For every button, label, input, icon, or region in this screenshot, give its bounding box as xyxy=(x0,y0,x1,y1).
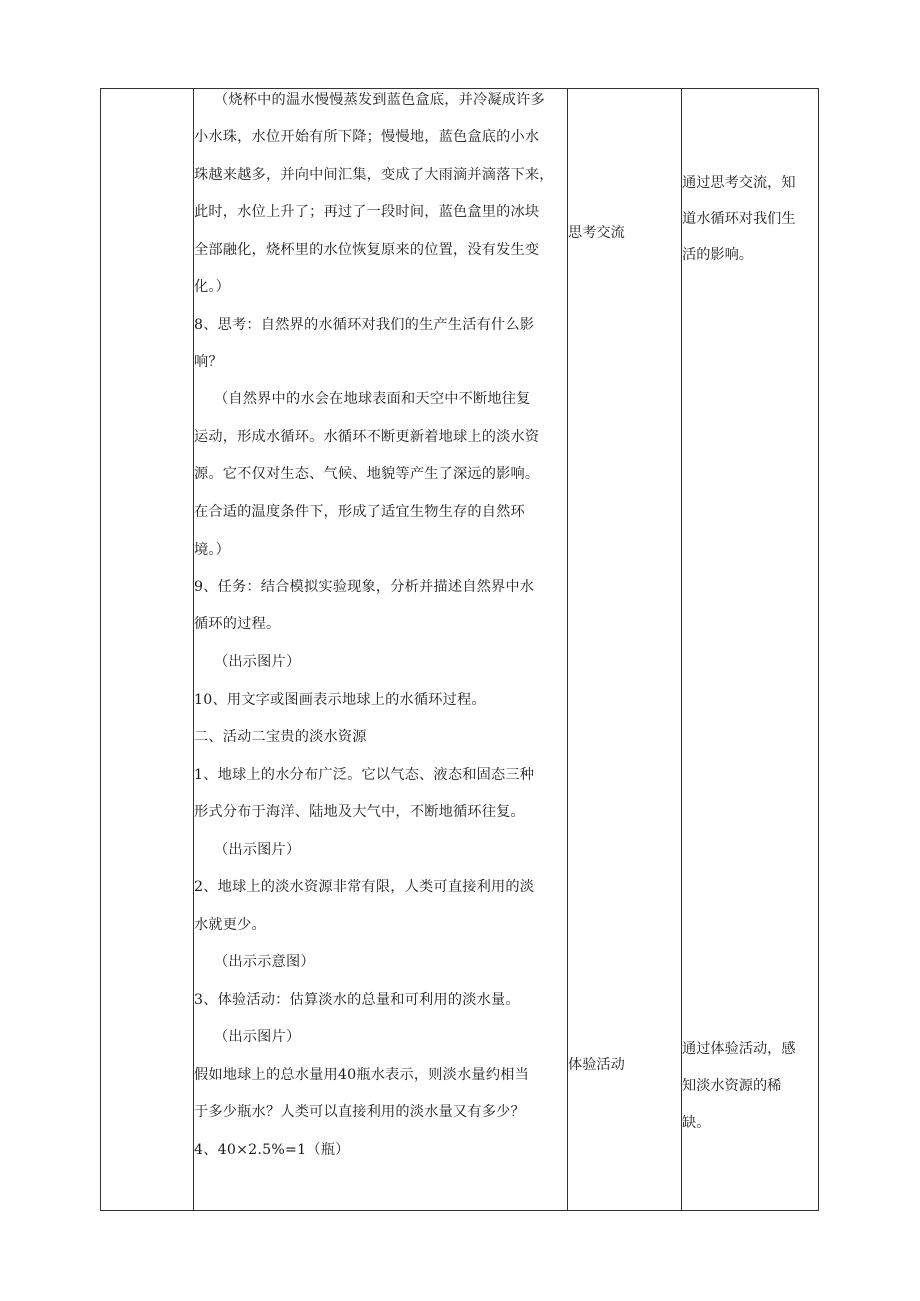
content-line: 10、用文字或图画表示地球上的水循环过程。 xyxy=(194,692,486,708)
content-line: 循环的过程。 xyxy=(194,616,281,632)
content-line: 全部融化，烧杯里的水位恢复原来的位置，没有发生变 xyxy=(194,242,540,258)
content-line: 形式分布于海洋、陆地及大气中，不断地循环往复。 xyxy=(194,804,525,820)
content-line: （出示图片） xyxy=(214,1029,301,1045)
content-line: 二、活动二宝贵的淡水资源 xyxy=(194,729,367,745)
intent-line: 知淡水资源的稀 xyxy=(682,1078,782,1094)
content-line: （出示图片） xyxy=(214,654,301,670)
content-line: （烧杯中的温水慢慢蒸发到蓝色盒底，并冷凝成许多 xyxy=(214,92,545,108)
activity-cell-2: 体验活动 xyxy=(568,1057,625,1073)
content-line: 化。） xyxy=(194,279,231,295)
content-line: 水就更少。 xyxy=(194,917,266,933)
content-line: 珠越来越多，并向中间汇集，变成了大雨滴并滴落下来， xyxy=(194,167,554,183)
content-line: 假如地球上的总水量用40瓶水表示，则淡水量约相当 xyxy=(194,1067,529,1083)
intent-line: 通过思考交流，知 xyxy=(682,175,796,191)
activity-cell-1: 思考交流 xyxy=(568,225,625,241)
content-line: 2、地球上的淡水资源非常有限，人类可直接利用的淡 xyxy=(194,879,535,895)
intent-line: 道水循环对我们生 xyxy=(682,211,796,227)
content-line: （出示示意图） xyxy=(214,954,315,970)
content-line: （出示图片） xyxy=(214,842,301,858)
intent-line: 活的影响。 xyxy=(682,247,753,263)
content-line: 在合适的温度条件下，形成了适宜生物生存的自然环 xyxy=(194,504,525,520)
content-line: 1、地球上的水分布广泛。它以气态、液态和固态三种 xyxy=(194,767,535,783)
content-line: 响？ xyxy=(194,354,223,370)
content-line: 3、体验活动：估算淡水的总量和可利用的淡水量。 xyxy=(194,992,520,1008)
content-line: 此时，水位上升了；再过了一段时间，蓝色盒里的冰块 xyxy=(194,204,540,220)
content-line: 4、40×2.5%=1（瓶） xyxy=(194,1142,350,1158)
content-line: 8、思考：自然界的水循环对我们的生产生活有什么影 xyxy=(194,317,535,333)
content-line: 9、任务：结合模拟实验现象，分析并描述自然界中水 xyxy=(194,579,535,595)
intent-line: 通过体验活动，感 xyxy=(682,1041,796,1057)
column-divider xyxy=(567,89,568,1210)
content-line: （自然界中的水会在地球表面和天空中不断地往复 xyxy=(214,391,531,407)
content-line: 源。它不仅对生态、气候、地貌等产生了深远的影响。 xyxy=(194,466,540,482)
content-line: 小水珠，水位开始有所下降；慢慢地，蓝色盒底的小水 xyxy=(194,129,540,145)
content-line: 于多少瓶水？人类可以直接利用的淡水量又有多少？ xyxy=(194,1104,525,1120)
lesson-plan-table xyxy=(100,88,819,1211)
intent-line: 缺。 xyxy=(682,1115,711,1131)
content-line: 运动，形成水循环。水循环不断更新着地球上的淡水资 xyxy=(194,429,540,445)
content-line: 境。） xyxy=(194,542,231,558)
